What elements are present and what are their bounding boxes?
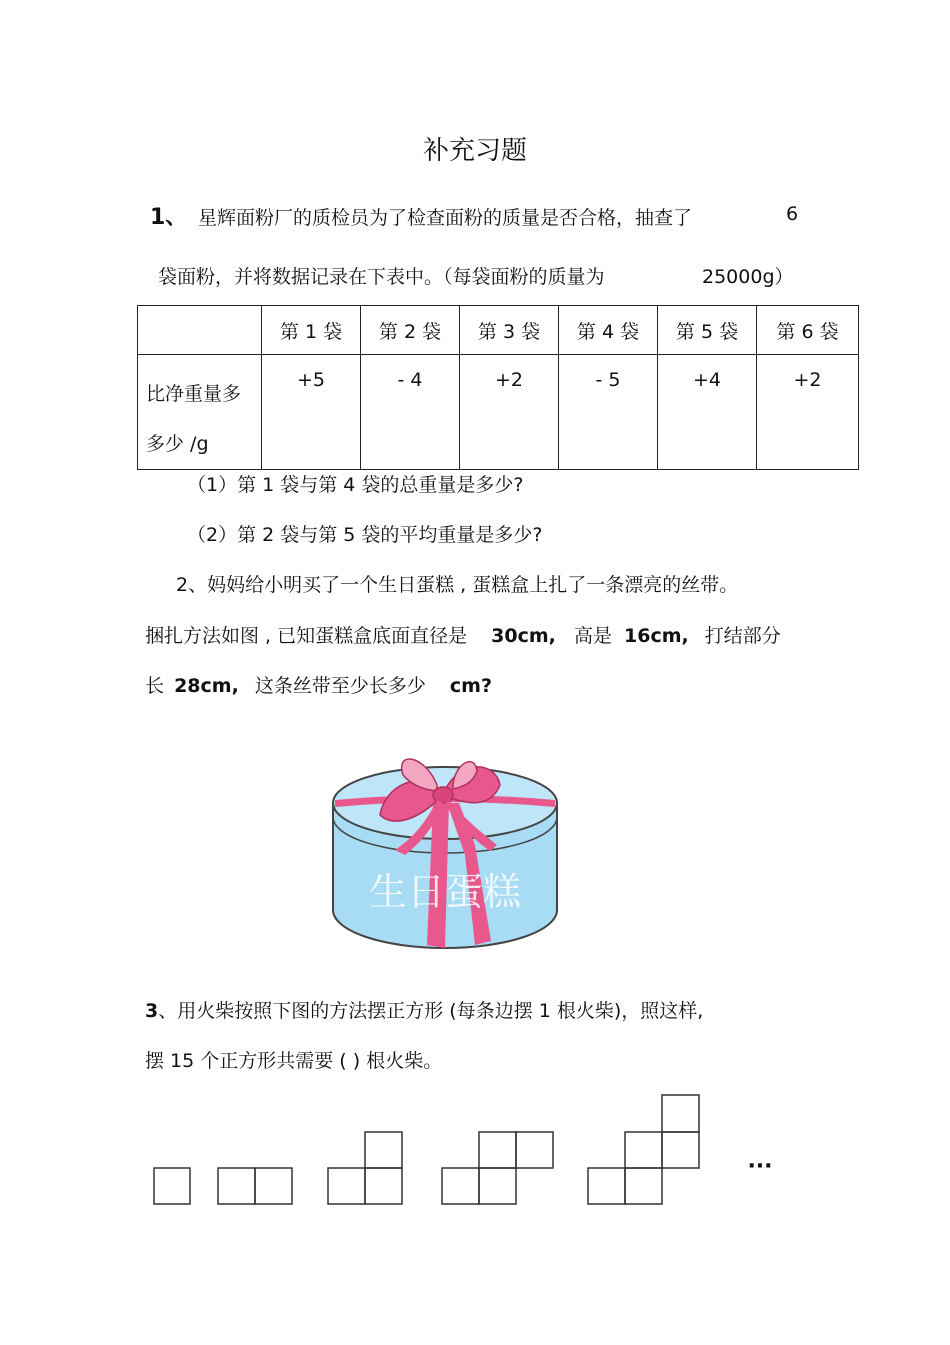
q1-line1: 星辉面粉厂的质检员为了检查面粉的质量是否合格，抽查了 [198,207,693,229]
q2-line3-text: 长 [145,675,165,697]
q1-sub1: （1）第 1 袋与第 4 袋的总重量是多少? [187,474,524,496]
pattern-2-squares [218,1168,292,1204]
q2-diameter: 30cm, [491,625,556,647]
q2-knot-length: 28cm, [174,675,239,697]
table-cell: - 4 [361,355,460,470]
q2-line1: 2、妈妈给小明买了一个生日蛋糕 , 蛋糕盒上扎了一条漂亮的丝带。 [176,574,739,596]
table-row [138,355,859,470]
q2-height-label: 高是 [573,625,612,647]
q2-line2 [145,621,781,648]
q2-question: 这条丝带至少长多少 [254,675,426,697]
table-cell: +2 [460,355,559,470]
table-header-cell: 第 5 袋 [658,306,757,355]
q2-knot-label: 打结部分 [704,625,781,647]
pattern-1-squares [154,1168,190,1204]
q1-number: 1、 [150,205,188,230]
pattern-3-squares [328,1132,402,1204]
row-label-line2: 多少 /g [146,433,209,455]
page-title: 补充习题 [422,136,527,166]
q3-line2: 摆 15 个正方形共需要 ( ) 根火柴。 [145,1050,443,1072]
table-header-cell: 第 1 袋 [262,306,361,355]
cake-box-label: 生日蛋糕 [368,870,522,914]
row-label-line1: 比净重量多 [146,383,242,405]
q2-height: 16cm, [624,625,689,647]
table-header-cell: 第 2 袋 [361,306,460,355]
table-cell: +4 [658,355,757,470]
table-header-row [138,306,859,355]
pattern-continuation-dots: ··· [747,1154,773,1179]
q1-line1-number: 6 [786,203,799,225]
data-table [137,305,859,470]
table-cell: +5 [262,355,361,470]
table-cell: - 5 [559,355,658,470]
table-row-label [138,355,262,470]
q1-line2-number: 25000g） [702,266,794,288]
pattern-5-squares [588,1095,699,1204]
matchstick-pattern-figures [140,1085,790,1215]
q2-unit: cm? [449,675,492,697]
table-header-cell: 第 6 袋 [757,306,859,355]
cake-box-illustration [325,745,565,960]
table-header-cell [138,306,262,355]
table-header-cell: 第 3 袋 [460,306,559,355]
q2-line3 [145,671,492,698]
q3-number: 3 [145,1000,159,1022]
q1-sub2: （2）第 2 袋与第 5 袋的平均重量是多少? [187,524,543,546]
pattern-4-squares [442,1132,553,1204]
q3-line1-text: 、用火柴按照下图的方法摆正方形 (每条边摆 1 根火柴)，照这样, [158,1000,704,1022]
table-header-cell: 第 4 袋 [559,306,658,355]
q1-line2: 袋面粉，并将数据记录在下表中。（每袋面粉的质量为 [158,266,605,288]
table-cell: +2 [757,355,859,470]
q3-line1 [145,996,703,1023]
q2-line2-text: 捆扎方法如图 , 已知蛋糕盒底面直径是 [145,625,468,647]
bow-knot [433,787,453,803]
